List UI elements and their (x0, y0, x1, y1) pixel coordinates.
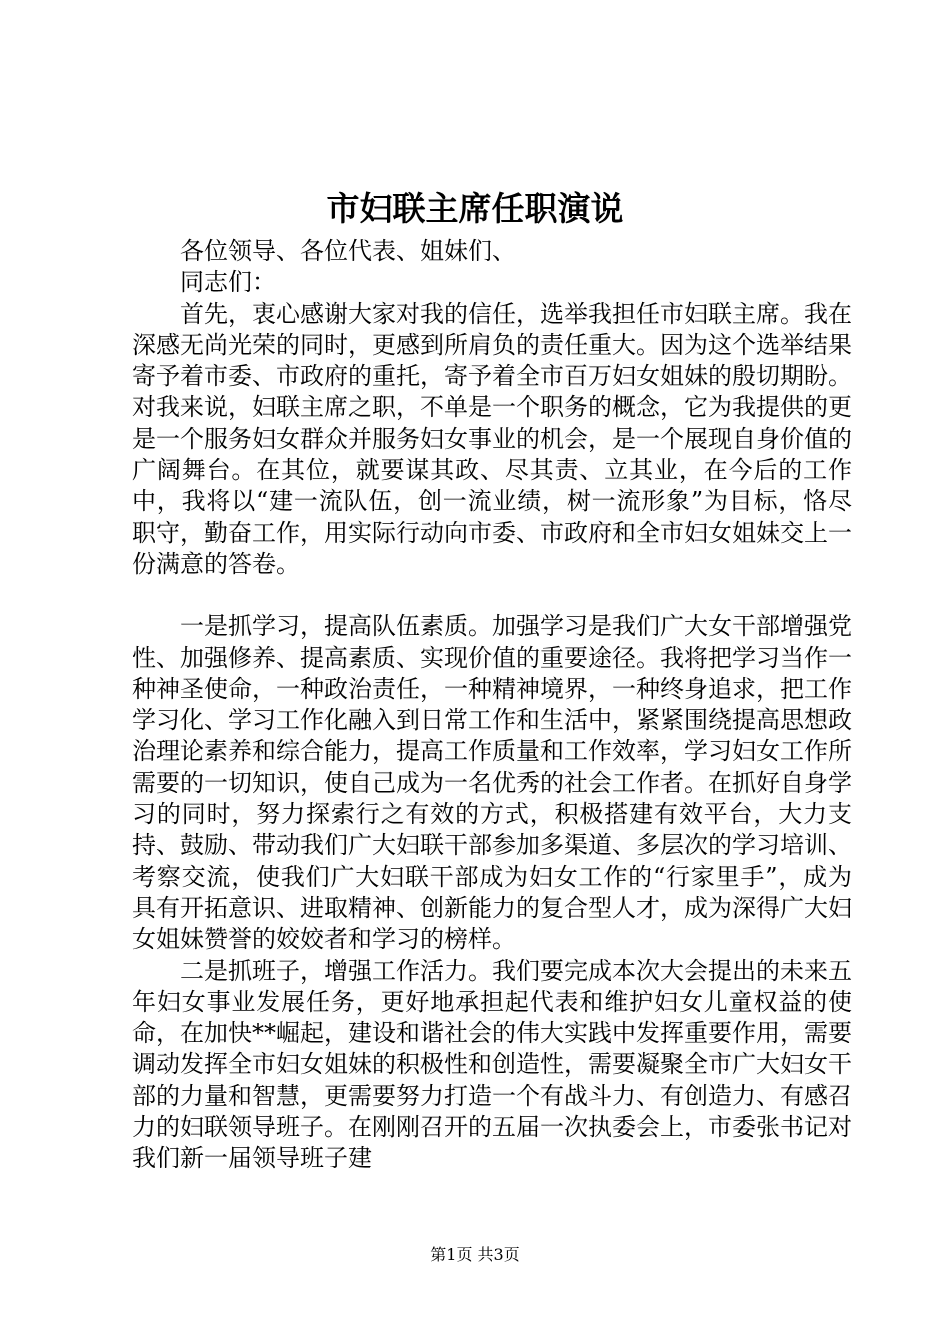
salutation-line-2: 同志们： (180, 268, 276, 297)
page-footer: 第1页 共3页 (430, 1245, 520, 1264)
paragraph-team: 二是抓班子，增强工作活力。我们要完成本次大会提出的未来五年妇女事业发展任务，更好地承担起代表和维护妇女儿童权益的使命，在加快**崛起，建设和谐社会的伟大实践中发挥重要作用，需要调动发挥全市妇女姐妹的积极性和创造性，需要凝聚全市广大妇女干部的力量和智慧，更需要努力打造一个有战斗力、有创造力、有感召力的妇联领导班子。在刚刚召开的五届一次执委会上，市委张书记对我们新一届领导班子建 (132, 956, 852, 1173)
document-body (132, 236, 852, 1175)
document-title: 市妇联主席任职演说 (326, 189, 624, 228)
salutation-line-1: 各位领导、各位代表、姐妹们、 (180, 237, 516, 265)
paragraph-intro: 首先，衷心感谢大家对我的信任，选举我担任市妇联主席。我在深感无尚光荣的同时，更感到所肩负的责任重大。因为这个选举结果寄予着市委、市政府的重托，寄予着全市百万妇女姐妹的殷切期盼。对我来说，妇联主席之职，不单是一个职务的概念，它为我提供的更是一个服务妇女群众并服务妇女事业的机会，是一个展现自身价值的广阔舞台。在其位，就要谋其政、尽其责、立其业，在今后的工作中，我将以“建一流队伍，创一流业绩，树一流形象”为目标，恪尽职守，勤奋工作，用实际行动向市委、市政府和全市妇女姐妹交上一份满意的答卷。 (132, 299, 852, 578)
paragraph-study: 一是抓学习，提高队伍素质。加强学习是我们广大女干部增强党性、加强修养、提高素质、实现价值的重要途径。我将把学习当作一种神圣使命，一种政治责任，一种精神境界，一种终身追求，把工作学习化、学习工作化融入到日常工作和生活中，紧紧围绕提高思想政治理论素养和综合能力，提高工作质量和工作效率，学习妇女工作所需要的一切知识，使自己成为一名优秀的社会工作者。在抓好自身学习的同时，努力探索行之有效的方式，积极搭建有效平台，大力支持、鼓励、带动我们广大妇联干部参加多渠道、多层次的学习培训、考察交流，使我们广大妇联干部成为妇女工作的“行家里手”，成为具有开拓意识、进取精神、创新能力的复合型人才，成为深得广大妇女姐妹赞誉的姣姣者和学习的榜样。 (132, 612, 852, 954)
